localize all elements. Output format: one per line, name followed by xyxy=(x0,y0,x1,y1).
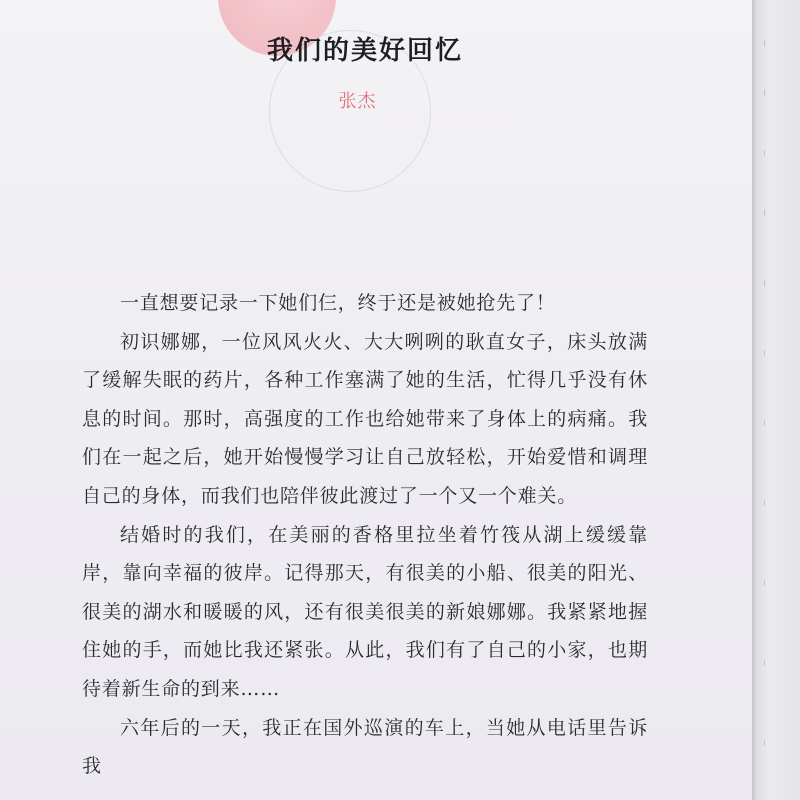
binding-stitches xyxy=(758,0,778,800)
article-title: 我们的美好回忆 xyxy=(266,36,463,66)
paragraph: 结婚时的我们，在美丽的香格里拉坐着竹筏从湖上缓缓靠岸，靠向幸福的彼岸。记得那天，有很美的小船、很美的阳光、很美的湖水和暖暖的风，还有很美很美的新娘娜娜。我紧紧地握住她的手，而她比我还紧张。从此，我们有了自己的小家，也期待着新生命的到来…… xyxy=(82,523,648,700)
paragraph: 初识娜娜，一位风风火火、大大咧咧的耿直女子，床头放满了缓解失眠的药片，各种工作塞满了她的生活，忙得几乎没有休息的时间。那时，高强度的工作也给她带来了身体上的病痛。我们在一起之后，她开始慢慢学习让自己放轻松，开始爱惜和调理自己的身体，而我们也陪伴彼此渡过了一个又一个难关。 xyxy=(82,330,648,507)
paragraph: 一直想要记录一下她们仨，终于还是被她抢先了！ xyxy=(120,292,556,314)
article-body xyxy=(82,284,648,786)
paragraph: 六年后的一天，我正在国外巡演的车上，当她从电话里告诉我 xyxy=(82,716,648,778)
article-author: 张杰 xyxy=(338,91,377,112)
